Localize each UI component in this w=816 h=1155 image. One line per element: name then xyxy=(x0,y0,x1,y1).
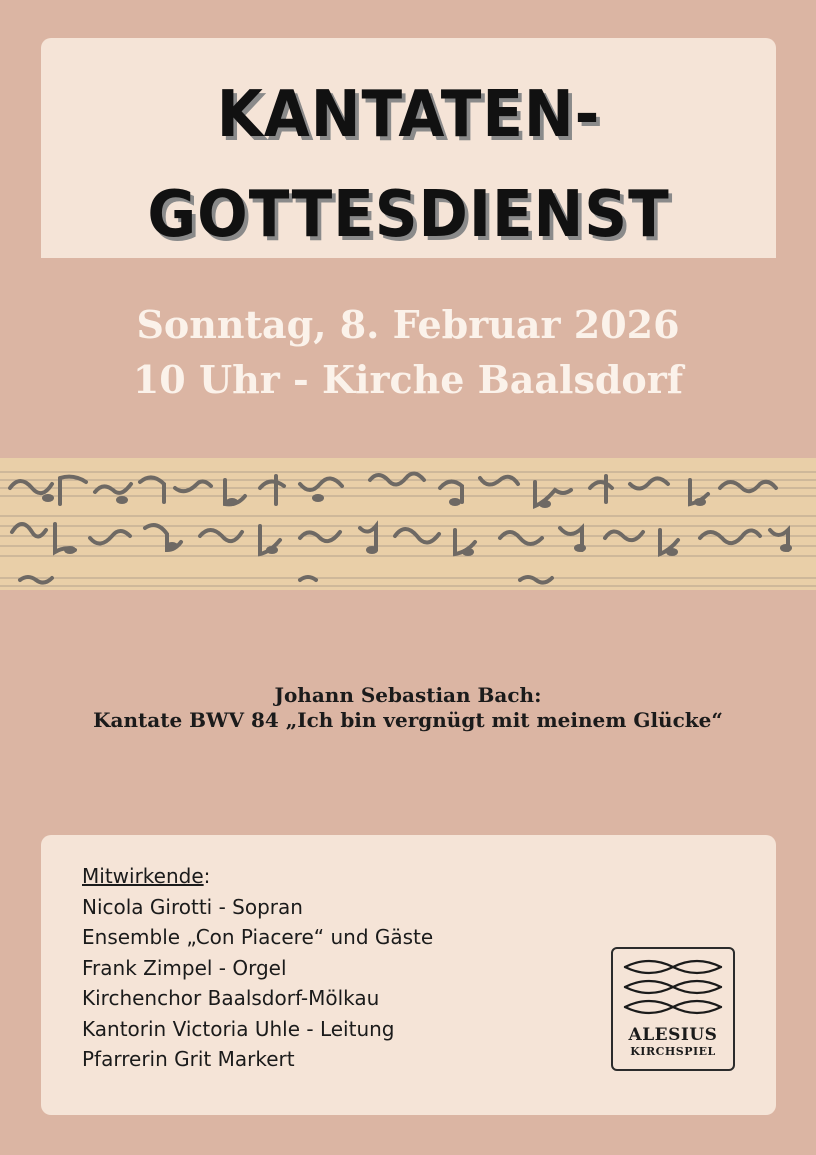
fish-emblem-icon xyxy=(613,953,733,1023)
logo-name: ALESIUS xyxy=(628,1025,718,1045)
credit-item: Ensemble „Con Piacere“ und Gäste xyxy=(82,925,434,949)
title-line-2: GOTTESDIENST xyxy=(147,178,670,252)
event-date: Sonntag, 8. Februar 2026 xyxy=(136,302,680,347)
credit-item: Nicola Girotti - Sopran xyxy=(82,894,303,919)
event-time-place: 10 Uhr - Kirche Baalsdorf xyxy=(132,357,684,402)
logo-subtitle: KIRCHSPIEL xyxy=(630,1045,716,1058)
title-panel xyxy=(41,38,776,258)
credit-item: Frank Zimpel - Orgel xyxy=(82,955,287,980)
credits-list xyxy=(82,861,433,1075)
cantata-title: Kantate BWV 84 „Ich bin vergnügt mit meinem Glücke“ xyxy=(93,708,723,732)
composer-line: Johann Sebastian Bach: xyxy=(274,683,542,707)
credits-heading-row: Mitwirkende: xyxy=(82,864,211,888)
title-line-1: KANTATEN- xyxy=(216,78,601,152)
music-manuscript-image xyxy=(0,458,816,590)
credits-panel xyxy=(41,835,776,1115)
credits-heading: Mitwirkende xyxy=(82,864,204,888)
credit-item: Pfarrerin Grit Markert xyxy=(82,1047,295,1071)
alesius-logo xyxy=(611,947,735,1071)
credit-item: Kirchenchor Baalsdorf-Mölkau xyxy=(82,986,380,1010)
credit-item: Kantorin Victoria Uhle - Leitung xyxy=(82,1016,395,1041)
manuscript-notes-icon xyxy=(0,458,816,590)
